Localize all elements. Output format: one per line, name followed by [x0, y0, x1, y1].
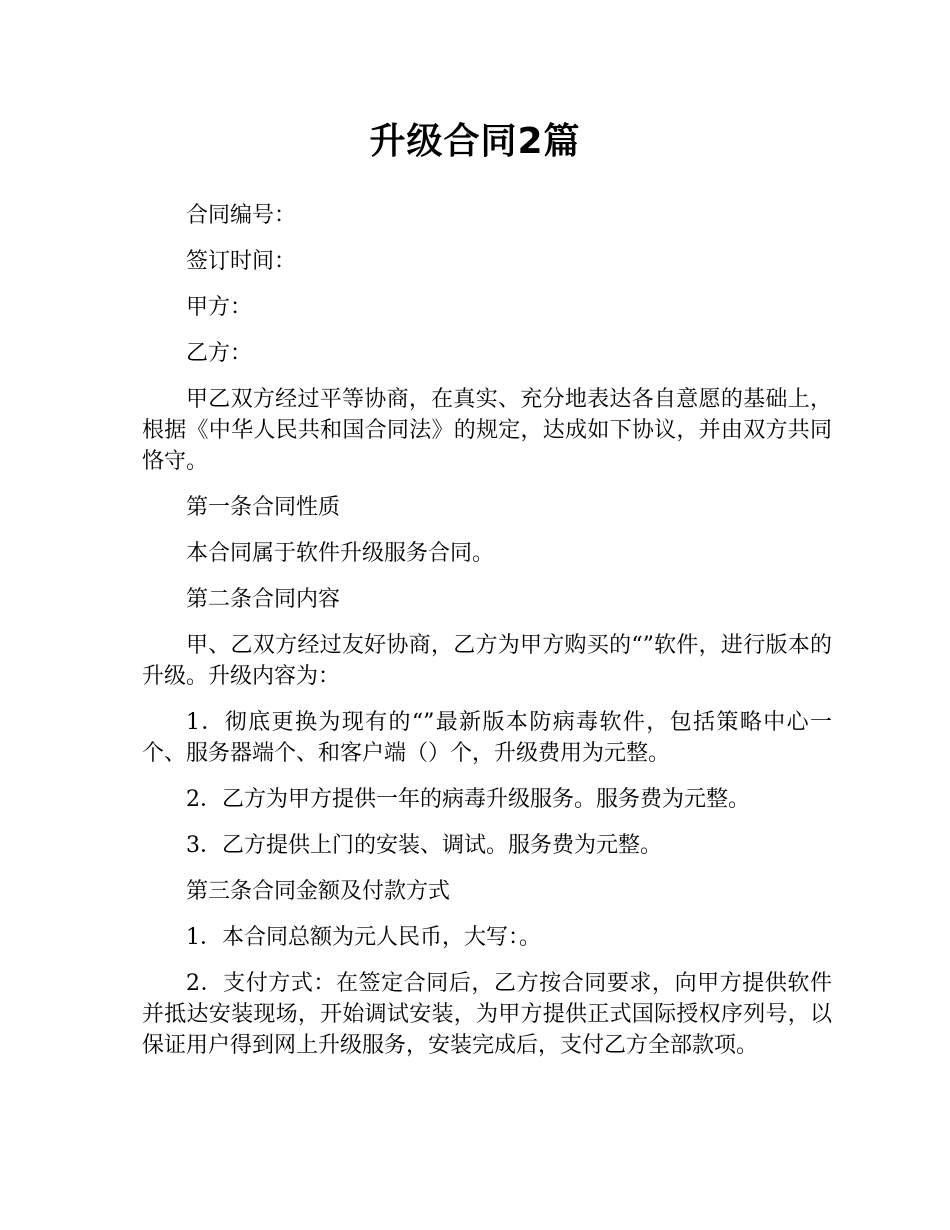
paragraph-signing-time: 签订时间：: [186, 249, 297, 274]
paragraph-party-a: 甲方：: [186, 295, 253, 320]
article-2-item-1: 1．彻底更换为现有的“”最新版本防病毒软件，包括策略中心一个、服务器端个、和客户端（）个，升级费用为元整。: [142, 710, 832, 766]
document-body: [142, 200, 832, 1076]
article-2-item-2: 2．乙方为甲方提供一年的病毒升级服务。服务费为元整。: [186, 787, 750, 812]
article-1-text: 本合同属于软件升级服务合同。: [186, 541, 495, 566]
paragraph-preamble: 甲乙双方经过平等协商，在真实、充分地表达各自意愿的基础上，根据《中华人民共和国合同法》的规定，达成如下协议，并由双方共同恪守。: [142, 387, 832, 474]
paragraph-contract-number: 合同编号：: [186, 203, 297, 228]
article-1-heading: 第一条合同性质: [186, 495, 341, 520]
article-2-intro: 甲、乙双方经过友好协商，乙方为甲方购买的“”软件，进行版本的升级。升级内容为：: [142, 633, 832, 689]
article-3-item-2: 2．支付方式：在签定合同后，乙方按合同要求，向甲方提供软件并抵达安装现场，开始调试安装，为甲方提供正式国际授权序列号，以保证用户得到网上升级服务，安装完成后，支付乙方全部款项。: [142, 971, 832, 1058]
article-2-heading: 第二条合同内容: [186, 587, 341, 612]
article-2-item-3: 3．乙方提供上门的安装、调试。服务费为元整。: [186, 833, 662, 858]
article-3-item-1: 1．本合同总额为元人民币，大写：。: [186, 925, 541, 950]
paragraph-party-b: 乙方：: [186, 341, 253, 366]
article-3-heading: 第三条合同金额及付款方式: [186, 879, 451, 904]
document-title: 升级合同2篇: [369, 121, 581, 162]
